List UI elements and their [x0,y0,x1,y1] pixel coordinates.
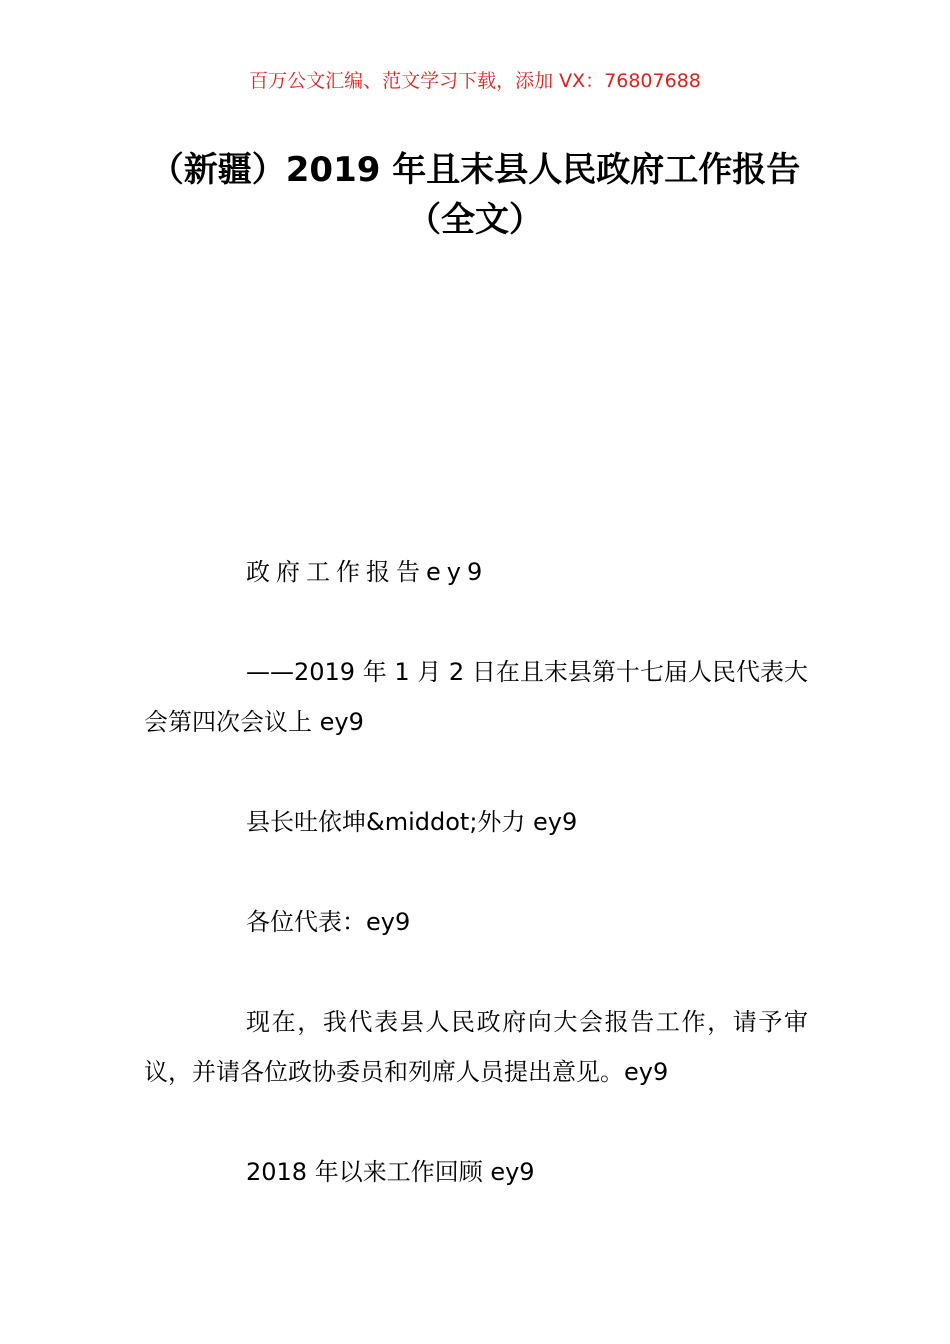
speaker-line: 县长吐依坤&middot;外力 ey9 [246,808,578,836]
promo-header: 百万公文汇编、范文学习下载，添加 VX：76807688 [249,70,701,92]
title-line-2: （全文） [407,200,543,240]
report-subtitle: ——2019 年 1 月 2 日在且末县第十七届人民代表大会第四次会议上 ey9 [144,658,808,736]
document-title [140,145,810,245]
document-body [144,547,808,1247]
salutation: 各位代表：ey9 [246,908,411,936]
body-paragraph: 现在，我代表县人民政府向大会报告工作，请予审议，并请各位政协委员和列席人员提出意见。ey9 [144,1008,808,1086]
report-heading: 政府工作报告ey9 [246,558,489,586]
section-heading: 2018 年以来工作回顾 ey9 [246,1158,535,1186]
title-line-1: （新疆）2019 年且末县人民政府工作报告 [149,150,801,190]
